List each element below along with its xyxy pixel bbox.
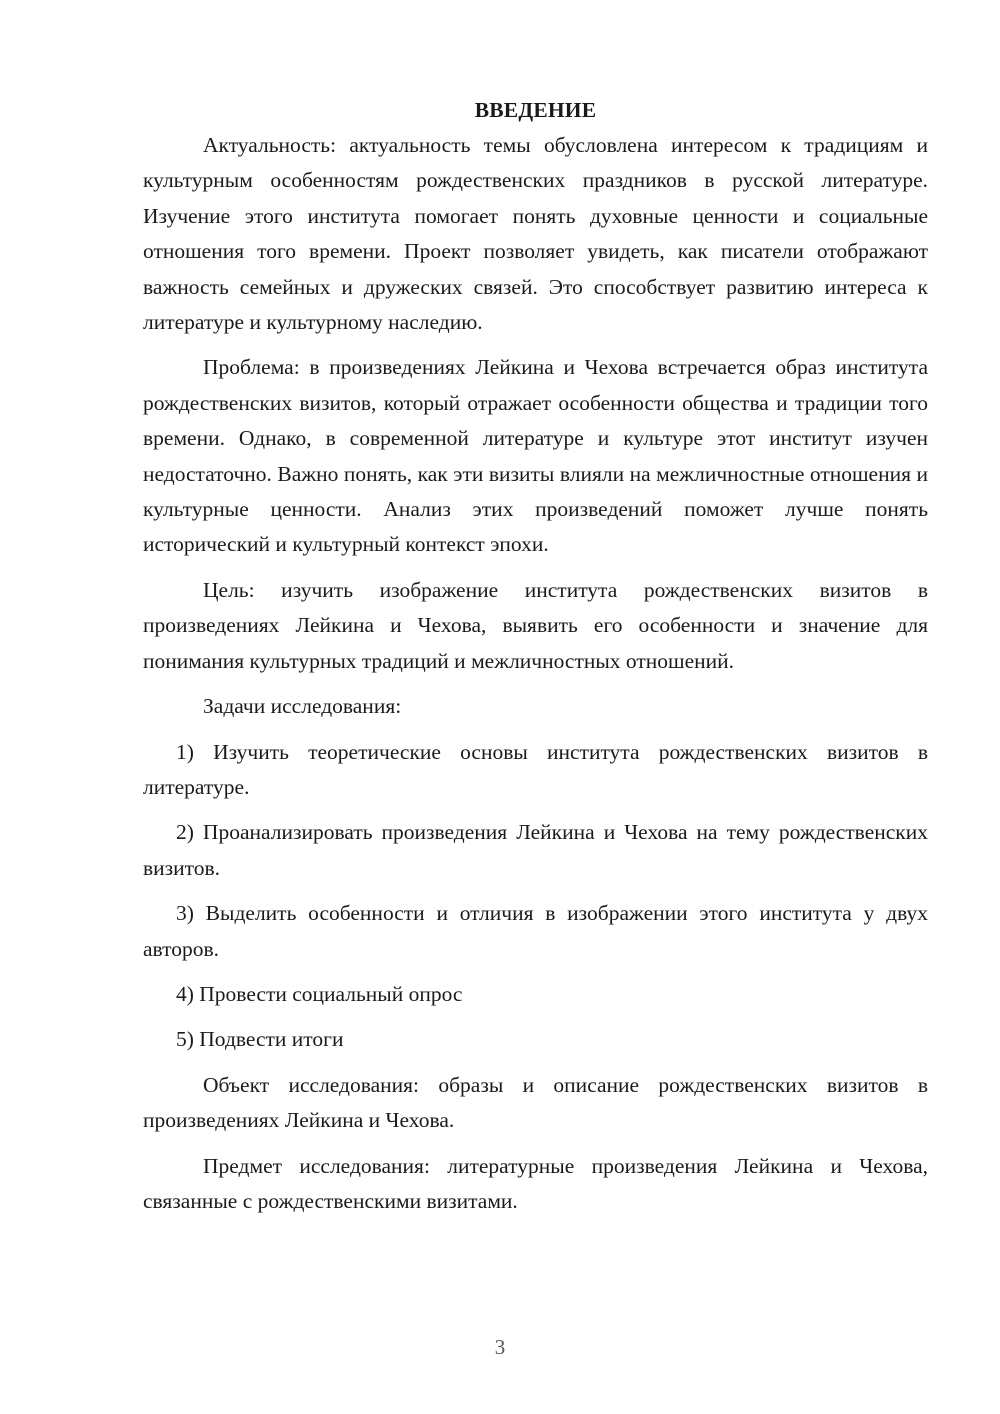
tasks-list bbox=[143, 735, 928, 1058]
paragraph-subject: Предмет исследования: литературные произведения Лейкина и Чехова, связанные с рождественскими визитами. bbox=[143, 1153, 928, 1213]
document-body bbox=[143, 95, 928, 1229]
paragraph-problem: Проблема: в произведениях Лейкина и Чехова встречается образ института рождественских визитов, который отражает особенности общества и традиции того времени. Однако, в современной литературе и культуре этот институт изучен недостаточно. Важно понять, как эти визиты влияли на межличностные отношения и культурные ценности. Анализ этих произведений поможет лучше понять исторический и культурный контекст эпохи. bbox=[143, 355, 928, 557]
page-title: ВВЕДЕНИЕ bbox=[474, 98, 597, 122]
paragraph-goal: Цель: изучить изображение института рождественских визитов в произведениях Лейкина и Чехова, выявить его особенности и значение для понимания культурных традиций и межличностных отношений. bbox=[143, 577, 928, 673]
list-item: 1) Изучить теоретические основы института рождественских визитов в литературе. bbox=[143, 739, 928, 799]
paragraph-object: Объект исследования: образы и описание рождественских визитов в произведениях Лейкина и Чехова. bbox=[143, 1072, 928, 1133]
list-item: 5) Подвести итоги bbox=[176, 1027, 344, 1052]
list-item: 2) Проанализировать произведения Лейкина и Чехова на тему рождественских визитов. bbox=[143, 820, 928, 880]
page-number: 3 bbox=[494, 1335, 506, 1359]
paragraph-relevance: Актуальность: актуальность темы обусловлена интересом к традициям и культурным особенностям рождественских праздников в русской литературе. Изучение этого института помогает понять духовные ценности и социальные отношения того времени. Проект позволяет увидеть, как писатели отображают важность семейных и дружеских связей. Это способствует развитию интереса к литературе и культурному наследию. bbox=[143, 133, 928, 335]
list-item: 4) Провести социальный опрос bbox=[176, 981, 463, 1006]
paragraph-tasks-heading: Задачи исследования: bbox=[203, 694, 402, 719]
list-item: 3) Выделить особенности и отличия в изображении этого института у двух авторов. bbox=[143, 901, 928, 961]
